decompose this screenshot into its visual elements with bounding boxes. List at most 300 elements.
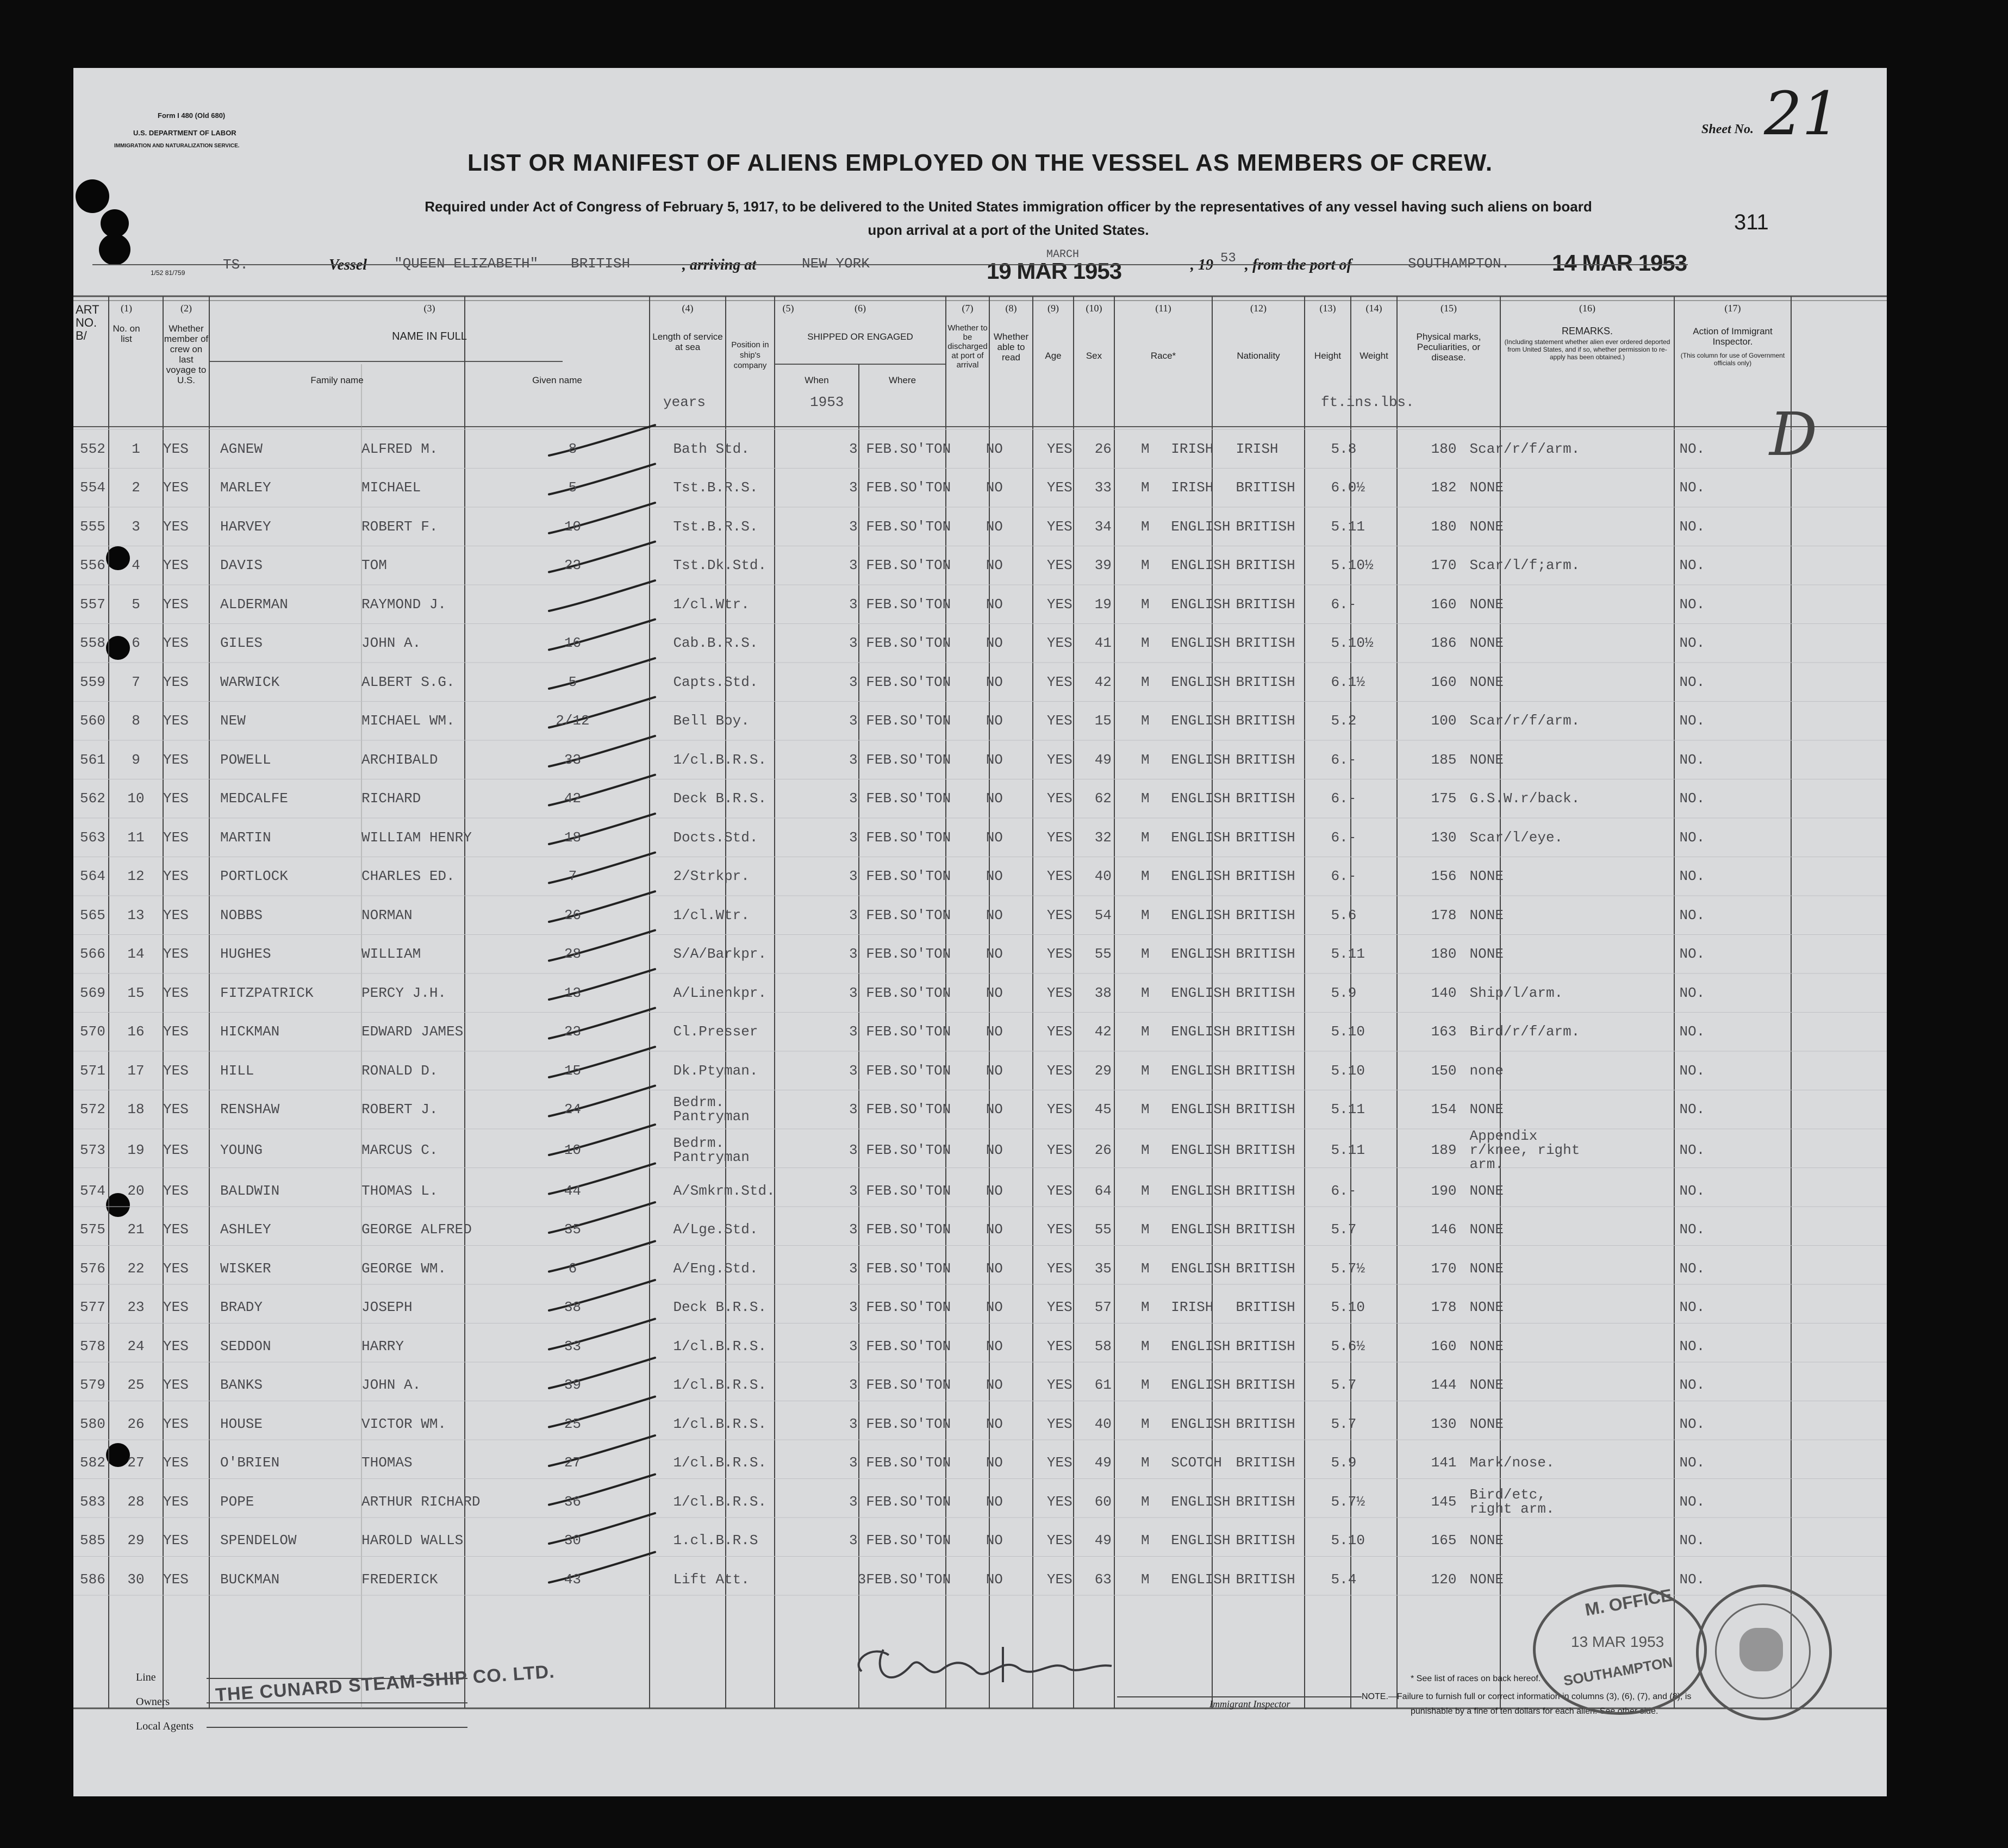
- cell-nationality: BRITISH: [1236, 635, 1295, 652]
- cell-given-name: ARTHUR RICHARD: [361, 1493, 481, 1510]
- cell-family-name: WARWICK: [220, 673, 280, 690]
- cell-crew-last-voyage: YES: [163, 907, 189, 923]
- cell-height: 5.7½: [1331, 1493, 1365, 1510]
- cell-length-of-service: 10: [564, 1142, 582, 1158]
- cell-able-to-read: YES: [1046, 440, 1072, 457]
- cell-nationality: BRITISH: [1236, 1415, 1295, 1432]
- table-row: [73, 1129, 1857, 1171]
- cell-physical-marks: NONE: [1469, 673, 1504, 690]
- cell-remarks: NO.: [1679, 790, 1705, 807]
- cell-shipped-when: 3 FEB.: [849, 984, 900, 1001]
- cell-able-to-read: YES: [1046, 1338, 1072, 1354]
- cell-crew-last-voyage: YES: [163, 1454, 189, 1471]
- cell-weight: 165: [1431, 1532, 1457, 1549]
- cell-weight: 100: [1431, 713, 1457, 729]
- table-row: [73, 1249, 1857, 1288]
- table-row: [73, 1051, 1857, 1090]
- cell-remarks: NO.: [1679, 751, 1705, 768]
- cell-family-name: SEDDON: [220, 1338, 271, 1354]
- header-length-service: Length of service at sea: [652, 332, 723, 352]
- cell-discharged: NO: [986, 1338, 1003, 1354]
- cell-given-name: EDWARD JAMES: [361, 1023, 464, 1040]
- cell-height: 6.-: [1331, 751, 1357, 768]
- cell-height: 6.-: [1331, 829, 1357, 846]
- cell-nationality: BRITISH: [1236, 479, 1295, 496]
- cell-age: 61: [1094, 1377, 1112, 1394]
- cell-physical-marks: Scar/l/f;arm.: [1469, 557, 1580, 574]
- cell-position: 1/cl.B.R.S.: [673, 751, 767, 768]
- cell-position: A/Smkrm.Std.: [673, 1182, 775, 1199]
- cell-age: 62: [1094, 790, 1112, 807]
- cell-sex: M: [1140, 440, 1150, 457]
- header-age: Age: [1045, 351, 1062, 361]
- cell-nationality: BRITISH: [1236, 713, 1295, 729]
- header-given-name: Given name: [532, 375, 582, 385]
- cell-family-name: MARLEY: [220, 479, 271, 496]
- cell-list-no: 20: [127, 1182, 145, 1199]
- cell-weight: 130: [1431, 1415, 1457, 1432]
- cell-shipped-when: 3 FEB.: [849, 1454, 900, 1471]
- cell-race: ENGLISH: [1171, 1377, 1231, 1394]
- inspector-label: Immigrant Inspector: [1209, 1699, 1290, 1709]
- cell-shipped-where: SO'TON: [900, 1023, 951, 1040]
- cell-sex: M: [1140, 1571, 1150, 1588]
- cell-remarks: NO.: [1679, 518, 1705, 535]
- cell-length-of-service: 15: [564, 1062, 582, 1079]
- cell-given-name: HAROLD WALLS: [361, 1532, 464, 1549]
- cell-shipped-when: 3 FEB.: [849, 1338, 900, 1354]
- cell-shipped-when: 3 FEB.: [849, 518, 900, 535]
- cell-weight: 180: [1431, 518, 1457, 535]
- cell-list-no: 29: [127, 1532, 145, 1549]
- cell-given-name: WILLIAM: [361, 946, 421, 963]
- cell-list-no: 28: [127, 1493, 145, 1510]
- cell-family-name: BANKS: [220, 1377, 263, 1394]
- cell-given-name: JOSEPH: [361, 1299, 413, 1316]
- cell-discharged: NO: [986, 829, 1003, 846]
- cell-list-no: 19: [127, 1142, 145, 1158]
- colnum-4: (4): [682, 303, 694, 314]
- cell-crew-last-voyage: YES: [163, 984, 189, 1001]
- cell-height: 5.4: [1331, 1571, 1357, 1588]
- cell-length-of-service: 7: [568, 868, 577, 885]
- cell-nationality: BRITISH: [1236, 1142, 1295, 1158]
- cell-weight: 145: [1431, 1493, 1457, 1510]
- cell-crew-last-voyage: YES: [163, 557, 189, 574]
- cell-length-of-service: 33: [564, 1338, 582, 1354]
- cell-list-no: 15: [127, 984, 145, 1001]
- cell-shipped-where: SO'TON: [900, 479, 951, 496]
- cell-given-name: ROBERT J.: [361, 1101, 438, 1118]
- arrival-date-stamp: 19 MAR 1953: [987, 258, 1122, 284]
- cell-length-of-service: 39: [564, 1377, 582, 1394]
- cell-crew-last-voyage: YES: [163, 1260, 189, 1277]
- cell-shipped-where: SO'TON: [900, 946, 951, 963]
- cell-crew-last-voyage: YES: [163, 751, 189, 768]
- year-prefix: , 19: [1190, 257, 1213, 273]
- cell-shipped-when: 3 FEB.: [849, 1415, 900, 1432]
- cell-list-no: 12: [127, 868, 145, 885]
- cell-crew-last-voyage: YES: [163, 1221, 189, 1238]
- cell-family-name: BALDWIN: [220, 1182, 280, 1199]
- cell-shipped-when: 3 FEB.: [849, 829, 900, 846]
- cell-family-name: BRADY: [220, 1299, 263, 1316]
- cell-given-name: MICHAEL: [361, 479, 421, 496]
- cell-position: 1/cl.Wtr.: [673, 596, 750, 613]
- cell-art-no: 575: [80, 1221, 105, 1238]
- cell-crew-last-voyage: YES: [163, 946, 189, 963]
- cell-position: Tst.B.R.S.: [673, 479, 758, 496]
- cell-able-to-read: YES: [1046, 1571, 1072, 1588]
- cell-discharged: NO: [986, 1377, 1003, 1394]
- cell-discharged: NO: [986, 1101, 1003, 1118]
- cell-shipped-where: SO'TON: [900, 1062, 951, 1079]
- cell-shipped-where: SO'TON: [900, 1182, 951, 1199]
- cell-remarks: NO.: [1679, 1299, 1705, 1316]
- cell-physical-marks: NONE: [1469, 946, 1504, 963]
- cell-length-of-service: 36: [564, 1493, 582, 1510]
- measure-units: ft.ins.lbs.: [1321, 394, 1414, 410]
- cell-physical-marks: NONE: [1469, 1415, 1504, 1432]
- cell-sex: M: [1140, 1377, 1150, 1394]
- cell-discharged: NO: [986, 790, 1003, 807]
- cell-physical-marks: G.S.W.r/back.: [1469, 790, 1580, 807]
- cell-art-no: 571: [80, 1062, 105, 1079]
- races-note: * See list of races on back hereof.: [1411, 1674, 1541, 1683]
- cell-given-name: JOHN A.: [361, 1377, 421, 1394]
- cell-height: 6.-: [1331, 596, 1357, 613]
- cell-race: SCOTCH: [1171, 1454, 1222, 1471]
- cell-race: IRISH: [1171, 479, 1214, 496]
- cell-shipped-where: SO'TON: [900, 518, 951, 535]
- cell-nationality: BRITISH: [1236, 1571, 1295, 1588]
- cell-physical-marks: NONE: [1469, 1338, 1504, 1354]
- cell-remarks: NO.: [1679, 1338, 1705, 1354]
- cell-family-name: GILES: [220, 635, 263, 652]
- cell-shipped-where: SO'TON: [900, 713, 951, 729]
- cell-nationality: BRITISH: [1236, 1101, 1295, 1118]
- cell-shipped-when: 3 FEB.: [849, 596, 900, 613]
- cell-given-name: VICTOR WM.: [361, 1415, 447, 1432]
- cell-art-no: 582: [80, 1454, 105, 1471]
- cell-physical-marks: NONE: [1469, 1260, 1504, 1277]
- penalty-note-1: NOTE.—Failure to furnish full or correct information in columns (3), (6), (7), and (8), is: [1362, 1692, 1692, 1701]
- colnum-3: (3): [423, 303, 435, 314]
- cell-crew-last-voyage: YES: [163, 1182, 189, 1199]
- cell-art-no: 564: [80, 868, 105, 885]
- cell-list-no: 25: [127, 1377, 145, 1394]
- cell-shipped-where: SO'TON: [900, 1260, 951, 1277]
- cell-remarks: NO.: [1679, 1101, 1705, 1118]
- cell-family-name: ASHLEY: [220, 1221, 271, 1238]
- cell-race: ENGLISH: [1171, 713, 1231, 729]
- cell-sex: M: [1140, 1142, 1150, 1158]
- cell-sex: M: [1140, 946, 1150, 963]
- cell-race: ENGLISH: [1171, 635, 1231, 652]
- cell-sex: M: [1140, 984, 1150, 1001]
- cell-able-to-read: YES: [1046, 596, 1072, 613]
- cell-able-to-read: YES: [1046, 673, 1072, 690]
- cell-art-no: 558: [80, 635, 105, 652]
- cell-art-no: 578: [80, 1338, 105, 1354]
- cell-position: Docts.Std.: [673, 829, 758, 846]
- colnum-15: (15): [1440, 303, 1457, 314]
- cell-height: 5.11: [1331, 1101, 1365, 1118]
- table-row: [73, 1171, 1857, 1210]
- cell-race: ENGLISH: [1171, 1571, 1231, 1588]
- cell-age: 40: [1094, 868, 1112, 885]
- cell-race: ENGLISH: [1171, 751, 1231, 768]
- cell-length-of-service: 42: [564, 790, 582, 807]
- cell-physical-marks: NONE: [1469, 907, 1504, 923]
- cell-length-of-service: [480, 585, 665, 624]
- cell-family-name: DAVIS: [220, 557, 263, 574]
- cell-shipped-when: 3 FEB.: [849, 1221, 900, 1238]
- consulate-seal: [1696, 1584, 1832, 1720]
- header-race: Race*: [1150, 351, 1176, 361]
- cell-able-to-read: YES: [1046, 713, 1072, 729]
- cell-discharged: NO: [986, 1532, 1003, 1549]
- cell-sex: M: [1140, 1454, 1150, 1471]
- stamp-office-text: M. OFFICE: [1583, 1585, 1674, 1620]
- cell-sex: M: [1140, 479, 1150, 496]
- table-row: [73, 740, 1857, 779]
- cell-height: 5.10: [1331, 1023, 1365, 1040]
- cell-family-name: HICKMAN: [220, 1023, 280, 1040]
- cell-age: 49: [1094, 751, 1112, 768]
- cell-weight: 140: [1431, 984, 1457, 1001]
- cell-race: ENGLISH: [1171, 518, 1231, 535]
- cell-nationality: BRITISH: [1236, 596, 1295, 613]
- cell-able-to-read: YES: [1046, 635, 1072, 652]
- cell-shipped-where: SO'TON: [900, 829, 951, 846]
- arrival-port: NEW YORK: [802, 255, 870, 272]
- cell-family-name: RENSHAW: [220, 1101, 280, 1118]
- cell-age: 19: [1094, 596, 1112, 613]
- cell-shipped-where: SO'TON: [900, 673, 951, 690]
- cell-art-no: 579: [80, 1377, 105, 1394]
- cell-height: 5.6½: [1331, 1338, 1365, 1354]
- cell-shipped-where: SO'TON: [900, 1493, 951, 1510]
- cell-nationality: BRITISH: [1236, 1338, 1295, 1354]
- line-label: Line: [136, 1671, 156, 1683]
- cell-weight: 190: [1431, 1182, 1457, 1199]
- cell-shipped-where: SO'TON: [900, 751, 951, 768]
- cell-age: 42: [1094, 1023, 1112, 1040]
- cell-crew-last-voyage: YES: [163, 829, 189, 846]
- cell-list-no: 14: [127, 946, 145, 963]
- cell-position: S/A/Barkpr.: [673, 946, 767, 963]
- cell-remarks: NO.: [1679, 1415, 1705, 1432]
- cell-shipped-where: SO'TON: [900, 1142, 951, 1158]
- cell-weight: 160: [1431, 1338, 1457, 1354]
- cell-position: 1/cl.B.R.S.: [673, 1377, 767, 1394]
- cell-given-name: MICHAEL WM.: [361, 713, 455, 729]
- cell-family-name: MARTIN: [220, 829, 271, 846]
- cell-age: 42: [1094, 673, 1112, 690]
- cell-remarks: NO.: [1679, 1571, 1705, 1588]
- colnum-2: (2): [180, 303, 192, 314]
- cell-race: ENGLISH: [1171, 868, 1231, 885]
- cell-art-no: 577: [80, 1299, 105, 1316]
- cell-length-of-service: 6: [568, 1260, 577, 1277]
- cell-position: Tst.Dk.Std.: [673, 557, 767, 574]
- cell-shipped-when: 3FEB.: [857, 1571, 900, 1588]
- cell-family-name: MEDCALFE: [220, 790, 288, 807]
- cell-sex: M: [1140, 596, 1150, 613]
- cell-physical-marks: NONE: [1469, 635, 1504, 652]
- cell-weight: 186: [1431, 635, 1457, 652]
- cell-shipped-where: SO'TON: [900, 1571, 951, 1588]
- cell-art-no: 565: [80, 907, 105, 923]
- cell-height: 5.11: [1331, 1142, 1365, 1158]
- cell-art-no: 554: [80, 479, 105, 496]
- cell-race: IRISH: [1171, 1299, 1214, 1316]
- table-row: [73, 779, 1857, 819]
- cell-race: ENGLISH: [1171, 1142, 1231, 1158]
- cell-race: ENGLISH: [1171, 1493, 1231, 1510]
- cell-length-of-service: 8: [568, 440, 577, 457]
- cell-art-no: 570: [80, 1023, 105, 1040]
- cell-art-no: 572: [80, 1101, 105, 1118]
- department-label: U.S. DEPARTMENT OF LABOR: [133, 129, 236, 137]
- cell-shipped-where: SO'TON: [900, 1377, 951, 1394]
- cell-height: 6.-: [1331, 1182, 1357, 1199]
- cell-family-name: POWELL: [220, 751, 271, 768]
- cell-physical-marks: NONE: [1469, 1571, 1504, 1588]
- cell-crew-last-voyage: YES: [163, 1532, 189, 1549]
- cell-remarks: NO.: [1679, 1221, 1705, 1238]
- cell-remarks: NO.: [1679, 1182, 1705, 1199]
- cell-nationality: BRITISH: [1236, 946, 1295, 963]
- cell-race: ENGLISH: [1171, 984, 1231, 1001]
- header-able-read: Whether able to read: [993, 332, 1029, 363]
- cell-sex: M: [1140, 1493, 1150, 1510]
- colnum-16: (16): [1579, 303, 1595, 314]
- cell-list-no: 4: [132, 557, 140, 574]
- table-row: [73, 1444, 1857, 1483]
- cell-sex: M: [1140, 868, 1150, 885]
- cell-weight: 156: [1431, 868, 1457, 885]
- cell-age: 34: [1094, 518, 1112, 535]
- cell-remarks: NO.: [1679, 557, 1705, 574]
- cell-shipped-when: 3 FEB.: [849, 713, 900, 729]
- cell-nationality: BRITISH: [1236, 1299, 1295, 1316]
- subtitle-line-2: upon arrival at a port of the United States.: [868, 222, 1149, 238]
- table-row: [73, 1090, 1857, 1129]
- cell-shipped-where: SO'TON: [900, 790, 951, 807]
- cell-remarks: NO.: [1679, 868, 1705, 885]
- cell-family-name: HARVEY: [220, 518, 271, 535]
- service-label: IMMIGRATION AND NATURALIZATION SERVICE.: [114, 143, 240, 149]
- cell-shipped-when: 3 FEB.: [849, 907, 900, 923]
- inspector-signature: [840, 1639, 1166, 1693]
- cell-discharged: NO: [986, 984, 1003, 1001]
- cell-physical-marks: NONE: [1469, 1299, 1504, 1316]
- cell-age: 64: [1094, 1182, 1112, 1199]
- cell-given-name: PERCY J.H.: [361, 984, 447, 1001]
- table-row: [73, 702, 1857, 741]
- cell-physical-marks: Scar/r/f/arm.: [1469, 440, 1580, 457]
- cell-remarks: NO.: [1679, 673, 1705, 690]
- cell-list-no: 10: [127, 790, 145, 807]
- cell-weight: 180: [1431, 440, 1457, 457]
- cell-remarks: NO.: [1679, 635, 1705, 652]
- cell-sex: M: [1140, 790, 1150, 807]
- print-code: 1/52 81/759: [151, 269, 185, 277]
- cell-crew-last-voyage: YES: [163, 1299, 189, 1316]
- cell-weight: 170: [1431, 557, 1457, 574]
- cell-weight: 178: [1431, 907, 1457, 923]
- table-row: [73, 935, 1857, 974]
- cell-given-name: THOMAS L.: [361, 1182, 438, 1199]
- cell-shipped-where: SO'TON: [900, 440, 951, 457]
- cell-position: Capts.Std.: [673, 673, 758, 690]
- cell-able-to-read: YES: [1046, 1182, 1072, 1199]
- cell-age: 26: [1094, 440, 1112, 457]
- cell-list-no: 5: [132, 596, 140, 613]
- cell-age: 55: [1094, 946, 1112, 963]
- table-row: [73, 1366, 1857, 1405]
- cell-discharged: NO: [986, 907, 1003, 923]
- cell-nationality: BRITISH: [1236, 1493, 1295, 1510]
- cell-height: 6.-: [1331, 868, 1357, 885]
- cell-height: 5.7: [1331, 1415, 1357, 1432]
- cell-shipped-where: SO'TON: [900, 1532, 951, 1549]
- cell-given-name: ALBERT S.G.: [361, 673, 455, 690]
- cell-shipped-when: 3 FEB.: [849, 946, 900, 963]
- cell-race: ENGLISH: [1171, 1023, 1231, 1040]
- cell-family-name: HUGHES: [220, 946, 271, 963]
- cell-position: Bell Boy.: [673, 713, 750, 729]
- page-title: LIST OR MANIFEST OF ALIENS EMPLOYED ON THE VESSEL AS MEMBERS OF CREW.: [467, 149, 1493, 176]
- cell-able-to-read: YES: [1046, 1142, 1072, 1158]
- cell-sex: M: [1140, 1221, 1150, 1238]
- header-art-no: ART NO. B/: [76, 303, 99, 342]
- cell-able-to-read: YES: [1046, 984, 1072, 1001]
- cell-discharged: NO: [986, 518, 1003, 535]
- cell-list-no: 22: [127, 1260, 145, 1277]
- cell-weight: 182: [1431, 479, 1457, 496]
- cell-list-no: 7: [132, 673, 140, 690]
- cell-able-to-read: YES: [1046, 1493, 1072, 1510]
- cell-position: Deck B.R.S.: [673, 1299, 767, 1316]
- table-row: [73, 1327, 1857, 1366]
- cell-height: 5.7: [1331, 1377, 1357, 1394]
- cell-family-name: BUCKMAN: [220, 1571, 280, 1588]
- cell-able-to-read: YES: [1046, 1415, 1072, 1432]
- cell-weight: 120: [1431, 1571, 1457, 1588]
- cell-nationality: BRITISH: [1236, 829, 1295, 846]
- table-row: [73, 896, 1857, 935]
- cell-family-name: FITZPATRICK: [220, 984, 314, 1001]
- cell-shipped-when: 3 FEB.: [849, 1182, 900, 1199]
- cell-shipped-where: SO'TON: [900, 1221, 951, 1238]
- cell-length-of-service: 35: [564, 1221, 582, 1238]
- cell-sex: M: [1140, 1415, 1150, 1432]
- table-row: [73, 1521, 1857, 1560]
- cell-discharged: NO: [986, 1221, 1003, 1238]
- cell-shipped-when: 3 FEB.: [849, 1493, 900, 1510]
- cell-shipped-when: 3 FEB.: [849, 557, 900, 574]
- cell-height: 5.10: [1331, 1062, 1365, 1079]
- sheet-label: Sheet No.: [1701, 122, 1754, 136]
- cell-position: 1/cl.B.R.S.: [673, 1493, 767, 1510]
- cell-able-to-read: YES: [1046, 946, 1072, 963]
- cell-discharged: NO: [986, 1142, 1003, 1158]
- cell-position: 1/cl.B.R.S.: [673, 1454, 767, 1471]
- cell-weight: 160: [1431, 596, 1457, 613]
